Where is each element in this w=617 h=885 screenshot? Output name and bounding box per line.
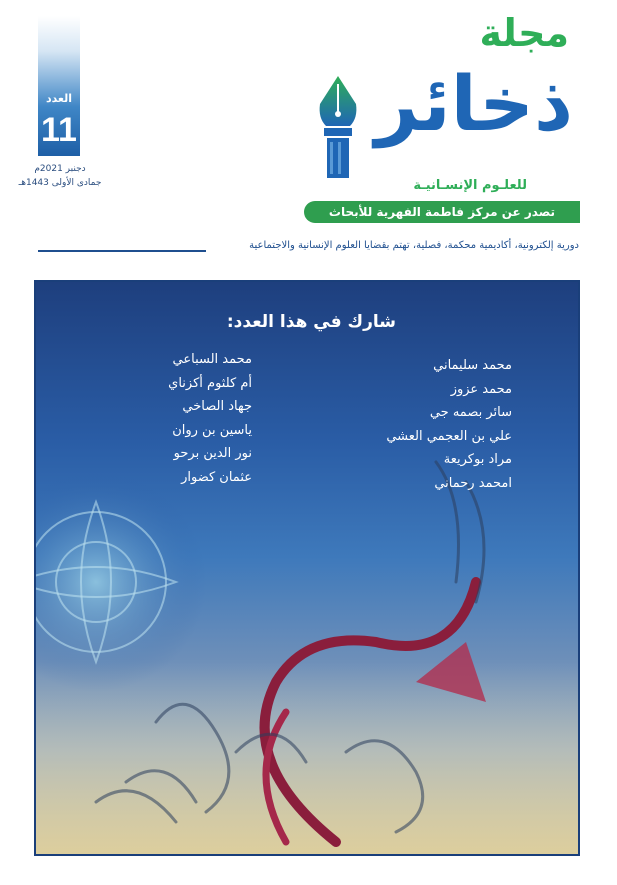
- contributor-name: محمد عزوز: [450, 381, 512, 397]
- contributor-name: علي بن العجمي العشي: [386, 428, 512, 444]
- contributors-heading: شارك في هذا العدد:: [226, 312, 396, 332]
- journal-subtitle: للعلـوم الإنسـانيـة: [413, 178, 527, 193]
- fountain-pen-icon: [312, 74, 364, 184]
- divider-line: [38, 250, 206, 252]
- issue-badge: [38, 16, 80, 156]
- contributor-name: محمد سليماني: [433, 358, 512, 373]
- contributors-panel: [34, 280, 580, 856]
- contributors-right-column: [386, 354, 512, 495]
- contributor-name: عثمان كضوار: [181, 469, 252, 485]
- issue-date-hijri: جمادى الأولى 1443هـ: [18, 178, 102, 188]
- contributor-name: أم كلثوم أكزناي: [168, 375, 252, 391]
- contributor-name: امحمد رحماني: [434, 475, 512, 491]
- journal-title-prefix: مجلة: [479, 11, 569, 55]
- contributor-name: سائر بصمه جي: [429, 405, 512, 420]
- publisher-tagline: تصدر عن مركز فاطمة الفهرية للأبحاث والدراسات: [304, 201, 580, 223]
- contributors-left-column: [168, 348, 252, 489]
- contributor-name: نور الدين برحو: [173, 446, 252, 461]
- issue-number: 11: [41, 111, 77, 149]
- journal-description: دورية إلكترونية، أكاديمية محكمة، فصلية، تهتم بقضايا العلوم الإنسانية والاجتماعية: [249, 240, 579, 251]
- journal-title: ذخائر: [374, 59, 573, 148]
- contributor-name: جهاد الصاخي: [182, 399, 252, 414]
- issue-date-gregorian: دجنبر 2021م: [34, 164, 86, 174]
- issue-label: العدد: [45, 92, 73, 105]
- contributor-name: مراد بوكريعة: [443, 452, 512, 467]
- contributor-name: ياسين بن روان: [172, 422, 252, 438]
- contributor-name: محمد السباعي: [172, 352, 252, 367]
